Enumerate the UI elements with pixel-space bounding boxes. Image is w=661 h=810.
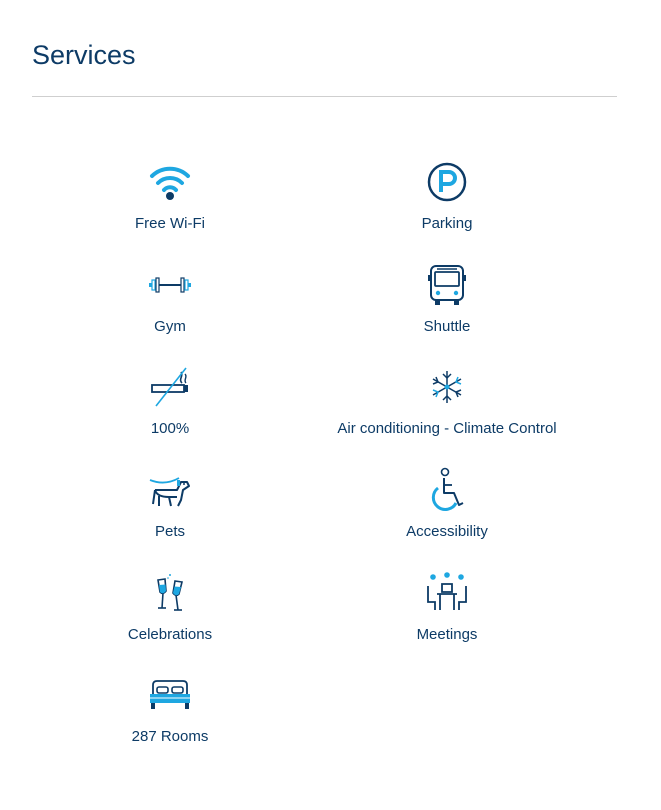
title-divider (32, 96, 617, 97)
meeting-icon (422, 568, 472, 618)
dumbbell-icon (145, 260, 195, 310)
no-smoking-icon (145, 362, 195, 412)
service-label: Air conditioning - Climate Control (337, 420, 557, 437)
service-label: Gym (154, 318, 186, 335)
service-no-smoking (20, 362, 320, 437)
service-label: 287 Rooms (131, 728, 209, 745)
service-celebrations (20, 568, 320, 643)
service-air-conditioning (297, 362, 597, 437)
service-label: 100% (150, 420, 190, 437)
service-shuttle (297, 260, 597, 335)
bus-icon (422, 260, 472, 310)
service-accessibility (297, 465, 597, 540)
service-pets (20, 465, 320, 540)
wifi-icon (145, 157, 195, 207)
service-meetings (297, 568, 597, 643)
bed-icon (145, 670, 195, 720)
service-label: Shuttle (423, 318, 471, 335)
service-label: Accessibility (406, 523, 488, 540)
parking-icon (422, 157, 472, 207)
service-label: Celebrations (127, 626, 213, 643)
service-gym (20, 260, 320, 335)
service-parking (297, 157, 597, 232)
wheelchair-icon (422, 465, 472, 515)
service-label: Parking (421, 215, 473, 232)
service-label: Pets (154, 523, 185, 540)
service-free-wifi (20, 157, 320, 232)
service-label: Free Wi-Fi (135, 215, 205, 232)
dog-icon (145, 465, 195, 515)
page-title: Services (32, 40, 136, 70)
snowflake-icon (422, 362, 472, 412)
service-rooms (20, 670, 320, 745)
champagne-glasses-icon (145, 568, 195, 618)
service-label: Meetings (416, 626, 478, 643)
